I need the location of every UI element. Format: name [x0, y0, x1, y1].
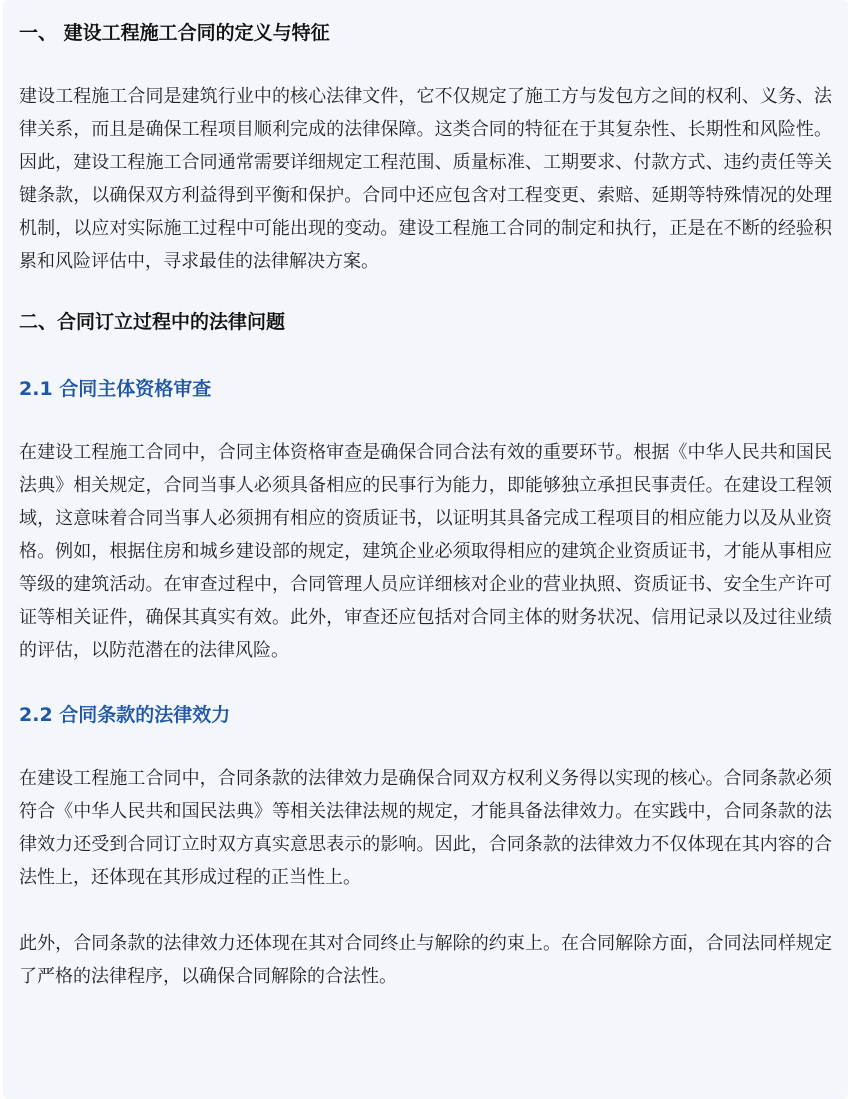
section-2-heading: 二、合同订立过程中的法律问题 [19, 311, 286, 333]
section-1-heading: 一、 建设工程施工合同的定义与特征 [19, 22, 330, 44]
subsection-2-1-paragraph: 在建设工程施工合同中，合同主体资格审查是确保合同合法有效的重要环节。根据《中华人民共和国民法典》相关规定，合同当事人必须具备相应的民事行为能力，即能够独立承担民事责任。在建设工程领域，这意味着合同当事人必须拥有相应的资质证书，以证明其具备完成工程项目的相应能力以及从业资格。例如，根据住房和城乡建设部的规定，建筑企业必须取得相应的建筑企业资质证书，才能从事相应等级的建筑活动。在审查过程中，合同管理人员应详细核对企业的营业执照、资质证书、安全生产许可证等相关证件，确保其真实有效。此外，审查还应包括对合同主体的财务状况、信用记录以及过往业绩的评估，以防范潜在的法律风险。 [19, 442, 832, 661]
subsection-2-2-heading: 2.2 合同条款的法律效力 [19, 704, 231, 726]
section-1-paragraph: 建设工程施工合同是建筑行业中的核心法律文件，它不仅规定了施工方与发包方之间的权利、义务、法律关系，而且是确保工程项目顺利完成的法律保障。这类合同的特征在于其复杂性、长期性和风险性。因此，建设工程施工合同通常需要详细规定工程范围、质量标准、工期要求、付款方式、违约责任等关键条款，以确保双方利益得到平衡和保护。合同中还应包含对工程变更、索赔、延期等特殊情况的处理机制，以应对实际施工过程中可能出现的变动。建设工程施工合同的制定和执行，正是在不断的经验积累和风险评估中，寻求最佳的法律解决方案。 [19, 86, 832, 272]
article-body [3, 0, 848, 1099]
subsection-2-2-paragraph-1: 在建设工程施工合同中，合同条款的法律效力是确保合同双方权利义务得以实现的核心。合同条款必须符合《中华人民共和国民法典》等相关法律法规的规定，才能具备法律效力。在实践中，合同条款的法律效力还受到合同订立时双方真实意思表示的影响。因此，合同条款的法律效力不仅体现在其内容的合法性上，还体现在其形成过程的正当性上。 [19, 768, 832, 888]
subsection-2-1-heading: 2.1 合同主体资格审查 [19, 378, 212, 400]
subsection-2-2-paragraph-2: 此外，合同条款的法律效力还体现在其对合同终止与解除的约束上。在合同解除方面，合同法同样规定了严格的法律程序，以确保合同解除的合法性。 [19, 933, 832, 987]
